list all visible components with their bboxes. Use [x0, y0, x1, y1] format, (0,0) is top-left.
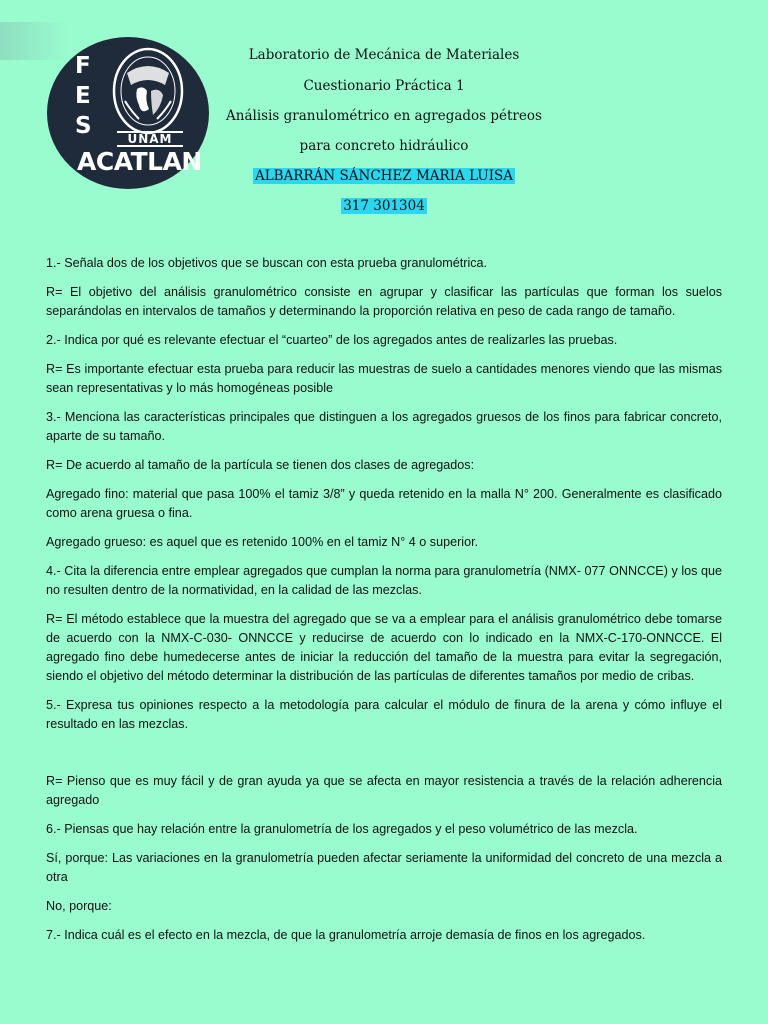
- question-7: 7.- Indica cuál es el efecto en la mezcla, de que la granulometría arroje demasía de finos en los agregados.: [46, 928, 646, 942]
- unam-seal-icon: [109, 45, 187, 141]
- question-3: 3.- Menciona las características principales que distinguen a los agregados gruesos de los finos para fabricar concreto, aparte de su tamaño.: [46, 410, 722, 443]
- logo-letter-s: S: [75, 113, 92, 139]
- question-2: 2.- Indica por qué es relevante efectuar el “cuarteo” de los agregados antes de realizarles las pruebas.: [46, 333, 618, 347]
- answer-3-coarse-aggregate: Agregado grueso: es aquel que es retenido 100% en el tamiz N° 4 o superior.: [46, 535, 479, 549]
- student-name-line: [200, 168, 568, 184]
- answer-2: R= Es importante efectuar esta prueba para reducir las muestras de suelo a cantidades menores viendo que las mismas sean representativas y lo más homogéneas posible: [46, 362, 722, 395]
- question-5: 5.- Expresa tus opiniones respecto a la metodología para calcular el módulo de finura de la arena y cómo influye el resultado en las mezclas.: [46, 698, 722, 731]
- fes-acatlan-logo: [47, 37, 209, 189]
- question-4: 4.- Cita la diferencia entre emplear agregados que cumplan la norma para granulometría (NMX- 077 ONNCCE) y los que no resulten dentro de la normatividad, en la calidad de las mezclas.: [46, 564, 722, 597]
- question-6: 6.- Piensas que hay relación entre la granulometría de los agregados y el peso volumétrico de las mezcla.: [46, 822, 638, 836]
- answer-6-no: No, porque:: [46, 899, 112, 913]
- logo-unam-text: UNAM: [117, 131, 183, 147]
- answer-3-fine-aggregate: Agregado fino: material que pasa 100% el tamiz 3/8” y queda retenido en la malla N° 200. Generalmente es clasificado como arena gruesa o fina.: [46, 487, 722, 520]
- logo-acatlan-text: ACATLAN: [77, 147, 202, 176]
- topic-subtitle: para concreto hidráulico: [299, 138, 469, 154]
- answer-5: R= Pienso que es muy fácil y de gran ayuda ya que se afecta en mayor resistencia a través de la relación adherencia agregado: [46, 774, 722, 807]
- student-id-line: [200, 198, 568, 214]
- logo-letter-f: F: [75, 53, 91, 79]
- question-1: 1.- Señala dos de los objetivos que se buscan con esta prueba granulométrica.: [46, 256, 488, 270]
- student-id: 317 301304: [343, 198, 425, 214]
- answer-4: R= El método establece que la muestra del agregado que se va a emplear para el análisis granulométrico debe tomarse de acuerdo con la NMX-C-030- ONNCCE y reducirse de acuerdo con lo indicado en la NMX-C-170-ONNCCE. El agregado fino debe humedecerse antes de iniciar la reducción del tamaño de la muestra para evitar la segregación, siendo el objetivo del método determinar la distribución de las partículas de diferentes tamaños por medio de cribas.: [46, 612, 722, 683]
- answer-1: R= El objetivo del análisis granulométrico consiste en agrupar y clasificar las partículas que forman los suelos separándolas en intervalos de tamaños y determinando la proporción relativa en peso de cada rango de tamaño.: [46, 285, 722, 318]
- questionnaire-body: [46, 254, 722, 955]
- lab-title: Laboratorio de Mecánica de Materiales: [248, 47, 520, 63]
- logo-letter-e: E: [75, 83, 91, 109]
- student-name: ALBARRÁN SÁNCHEZ MARIA LUISA: [254, 168, 514, 184]
- answer-3: R= De acuerdo al tamaño de la partícula se tienen dos clases de agregados:: [46, 458, 475, 472]
- answer-6-yes: Sí, porque: Las variaciones en la granulometría pueden afectar seriamente la uniformidad del concreto de una mezcla a otra: [46, 851, 722, 884]
- questionnaire-title: Cuestionario Práctica 1: [303, 78, 465, 94]
- corner-shade: [0, 22, 70, 60]
- topic-title: Análisis granulométrico en agregados pétreos: [226, 108, 542, 124]
